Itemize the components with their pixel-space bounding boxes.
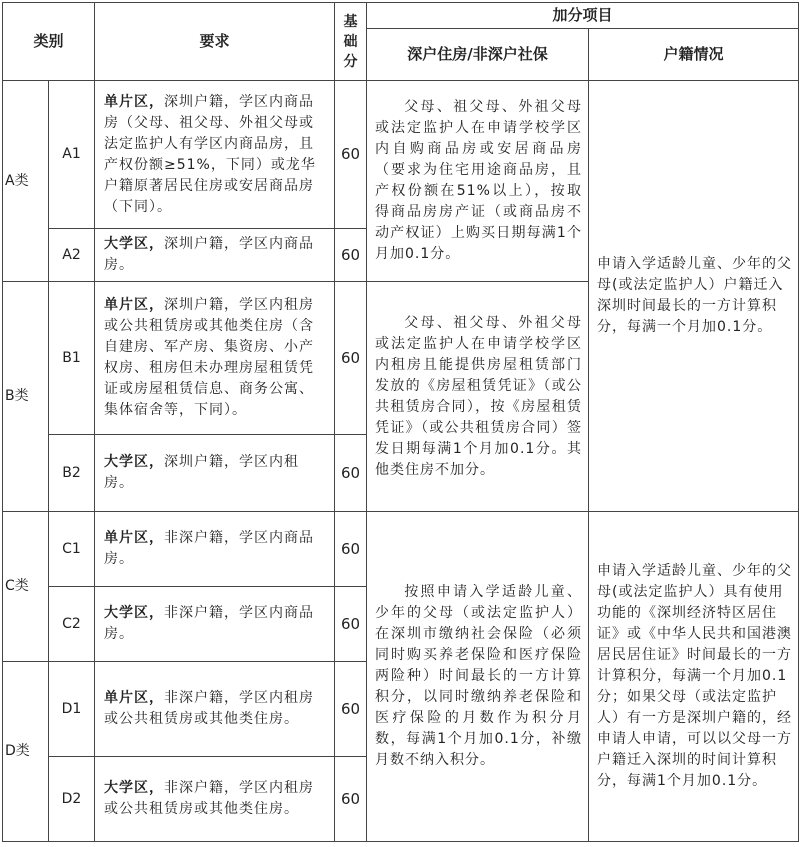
bonus-housing-a-text: 父母、祖父母、外祖父母或法定监护人在申请学校学区内自购商品房或安居商品房（要求为住宅用途商品房，且产权份额在51%以上），按取得商品房房产证（或商品房不动产权证）上购买日期每满1个月加0.1分。: [375, 99, 583, 262]
header-hukou: 户籍情况: [589, 29, 799, 81]
requirement-cell: [95, 81, 335, 229]
base-score: 60: [335, 662, 367, 757]
header-category: 类别: [3, 3, 95, 81]
requirement-text: 非深户籍，学区内租房或公共租赁房或其他类住房。: [104, 690, 315, 727]
requirement-cell: [95, 757, 335, 842]
base-score: 60: [335, 229, 367, 282]
area-type: 单片区，: [104, 297, 165, 313]
requirement-cell: [95, 229, 335, 282]
area-type: 单片区，: [104, 530, 165, 546]
subcategory-code: C1: [49, 512, 95, 587]
header-base-score: [335, 3, 367, 81]
category-a: A类: [3, 81, 49, 282]
bonus-housing-b-text: 父母、祖父母、外祖父母或法定监护人在申请学校学区内租房且能提供房屋租赁部门发放的《房屋租赁凭证》（或公共租赁房合同），按《房屋租赁凭证》（或公共租赁房合同）签发日期每满1个月加0.1分。其他类住房不加分。: [375, 314, 583, 478]
base-score: 60: [335, 81, 367, 229]
requirement-cell: [95, 512, 335, 587]
category-b: B类: [3, 282, 49, 512]
subcategory-code: A2: [49, 229, 95, 282]
category-d: D类: [3, 662, 49, 842]
base-score: 60: [335, 512, 367, 587]
requirement-text: 深圳户籍，学区内商品房。: [104, 236, 315, 273]
requirement-cell: [95, 282, 335, 435]
bonus-hukou-cd: 申请入学适龄儿童、少年的父母(或法定监护人）具有使用功能的《深圳经济特区居住证》或《中华人民共和国港澳居民居住证》时间最长的一方计算积分，每满一个月加0.1分；如果父母（或法定监护人）有一方是深圳户籍的，经申请人申请，可以以父母一方户籍迁入深圳的时间计算积分，每满1个月加0.1分。: [589, 512, 799, 842]
base-score: 60: [335, 587, 367, 662]
requirement-text: 非深户籍，学区内租房或公共租赁房或其他类住房。: [104, 780, 315, 817]
bonus-housing-a: [367, 81, 589, 282]
category-c: C类: [3, 512, 49, 662]
requirement-text: 深圳户籍，学区内租房或公共租赁房或其他类住房（含自建房、军产房、集资房、小产权房、租房但未办理房屋租赁凭证或房屋租赁信息、商务公寓、集体宿舍等，下同）。: [104, 297, 315, 418]
base-score: 60: [335, 282, 367, 435]
area-type: 大学区，: [104, 236, 165, 252]
header-base-score-char-2: 础: [343, 33, 358, 50]
requirement-text: 深圳户籍，学区内商品房（父母、祖父母、外祖父母或法定监护人有学区内商品房，且产权份额≥51%，下同）或龙华户籍原著居民住房或安居商品房（下同）。: [104, 93, 316, 215]
requirement-cell: [95, 435, 335, 512]
subcategory-code: A1: [49, 81, 95, 229]
subcategory-code: D2: [49, 757, 95, 842]
requirement-text: 非深户籍，学区内商品房。: [104, 530, 315, 567]
base-score: 60: [335, 757, 367, 842]
area-type: 单片区，: [104, 93, 165, 110]
bonus-social-insurance-cd: [367, 512, 589, 842]
requirement-cell: [95, 587, 335, 662]
requirement-cell: [95, 662, 335, 757]
header-housing: 深户住房/非深户社保: [367, 29, 589, 81]
bonus-housing-b: [367, 282, 589, 512]
admission-points-table: [2, 2, 799, 842]
subcategory-code: C2: [49, 587, 95, 662]
bonus-social-insurance-cd-text: 按照申请入学适龄儿童、少年的父母（或法定监护人）在深圳市缴纳社会保险（必须同时购买养老保险和医疗保险两险种）时间最长的一方计算积分，以同时缴纳养老保险和医疗保险的月数作为积分月数，每满1个月加0.1分，补缴月数不纳入积分。: [375, 584, 583, 768]
header-bonus: 加分项目: [367, 3, 799, 29]
bonus-hukou-ab: 申请入学适龄儿童、少年的父母(或法定监护人）户籍迁入深圳时间最长的一方计算积分，每满一个月加0.1分。: [589, 81, 799, 512]
base-score: 60: [335, 435, 367, 512]
header-base-score-char-3: 分: [343, 53, 358, 70]
header-requirement: 要求: [95, 3, 335, 81]
area-type: 大学区，: [104, 605, 165, 621]
area-type: 大学区，: [104, 454, 165, 470]
subcategory-code: B2: [49, 435, 95, 512]
header-base-score-char-1: 基: [343, 13, 358, 30]
subcategory-code: B1: [49, 282, 95, 435]
area-type: 大学区，: [104, 780, 165, 796]
subcategory-code: D1: [49, 662, 95, 757]
area-type: 单片区，: [104, 690, 165, 706]
requirement-text: 非深户籍，学区内商品房。: [104, 605, 315, 642]
requirement-text: 深圳户籍，学区内租房。: [104, 454, 300, 491]
